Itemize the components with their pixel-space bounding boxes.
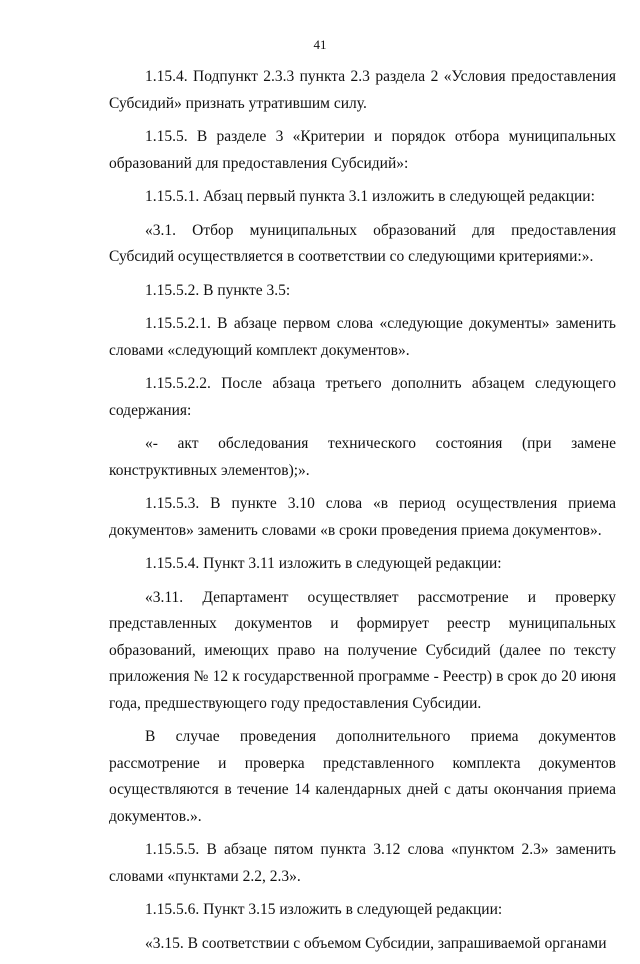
page-number: 41 bbox=[313, 37, 327, 52]
paragraph-1-15-5-6: 1.15.5.6. Пункт 3.15 изложить в следующей редакции: bbox=[145, 901, 503, 918]
paragraph-1-15-5-3: 1.15.5.3. В пункте 3.10 слова «в период осуществления приема документов» заменить словами «в сроки проведения приема документов». bbox=[109, 495, 616, 539]
paragraph-additional-intake: В случае проведения дополнительного приема документов рассмотрение и проверка представленного комплекта документов осуществляются в течение 14 календарных дней с даты окончания приема документов.». bbox=[109, 728, 616, 825]
paragraph-1-15-5-1: 1.15.5.1. Абзац первый пункта 3.1 изложить в следующей редакции: bbox=[145, 188, 595, 205]
document-body bbox=[109, 64, 616, 964]
paragraph-quote-3-1: «3.1. Отбор муниципальных образований для предоставления Субсидий осуществляется в соответствии со следующими критериями:». bbox=[109, 221, 616, 265]
paragraph-1-15-5-2-1: 1.15.5.2.1. В абзаце первом слова «следующие документы» заменить словами «следующий комплект документов». bbox=[109, 315, 616, 359]
paragraph-quote-act: «- акт обследования технического состояния (при замене конструктивных элементов);». bbox=[109, 435, 616, 479]
paragraph-1-15-5-2-2: 1.15.5.2.2. После абзаца третьего дополнить абзацем следующего содержания: bbox=[109, 375, 616, 419]
paragraph-1-15-5-5: 1.15.5.5. В абзаце пятом пункта 3.12 слова «пунктом 2.3» заменить словами «пунктами 2.2, 2.3». bbox=[109, 841, 616, 885]
paragraph-1-15-5: 1.15.5. В разделе 3 «Критерии и порядок отбора муниципальных образований для предоставления Субсидий»: bbox=[109, 128, 616, 172]
paragraph-1-15-4: 1.15.4. Подпункт 2.3.3 пункта 2.3 раздела 2 «Условия предоставления Субсидий» признать утратившим силу. bbox=[109, 68, 616, 112]
paragraph-1-15-5-2: 1.15.5.2. В пункте 3.5: bbox=[145, 281, 291, 299]
paragraph-quote-3-11: «3.11. Департамент осуществляет рассмотрение и проверку представленных документов и формирует реестр муниципальных образований, имеющих право на получение Субсидий (далее по тексту приложения № 12 к государственной программе - Реестр) в срок до 20 июня года, предшествующего году предоставления Субсидии. bbox=[109, 588, 616, 712]
paragraph-1-15-5-4: 1.15.5.4. Пункт 3.11 изложить в следующей редакции: bbox=[145, 555, 502, 572]
paragraph-quote-3-15: «3.15. В соответствии с объемом Субсидии, запрашиваемой органами bbox=[145, 934, 607, 952]
